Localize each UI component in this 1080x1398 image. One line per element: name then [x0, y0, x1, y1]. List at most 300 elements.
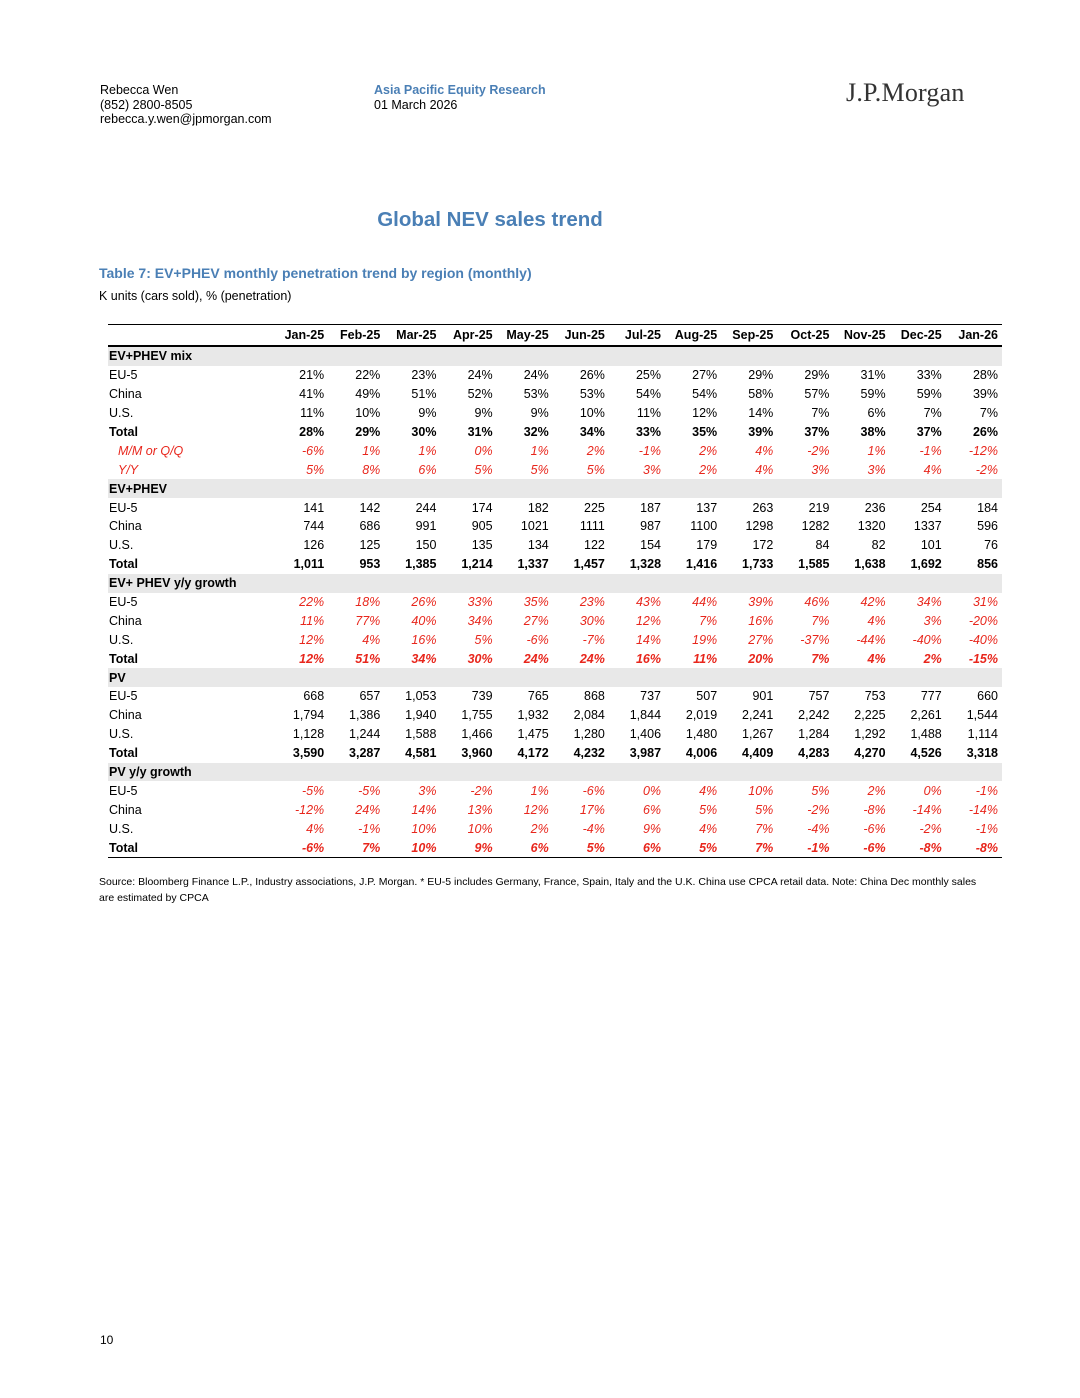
penetration-table-container: [108, 324, 1002, 858]
table-cell: 263: [752, 500, 774, 515]
table-cell: 1021: [520, 519, 549, 534]
table-cell: 24%: [579, 651, 605, 666]
table-cell: -15%: [968, 651, 998, 666]
table-cell: 1,284: [798, 727, 830, 742]
table-cell: 1,406: [629, 727, 662, 742]
table-cell: 4%: [755, 443, 774, 458]
table-cell: -8%: [890, 838, 946, 857]
table-cell: 2,225: [854, 708, 886, 723]
table-cell: 16%: [635, 651, 662, 666]
table-cell: 1%: [530, 783, 549, 798]
row-label: Total: [108, 838, 272, 857]
table-cell: 58%: [748, 387, 774, 402]
table-cell: 3%: [811, 462, 830, 477]
table-cell: 52%: [467, 387, 493, 402]
table-cell: 5%: [530, 462, 549, 477]
table-cell: 31%: [972, 595, 998, 610]
table-cell: 39%: [748, 425, 774, 439]
table-cell: 17%: [579, 802, 605, 817]
table-row: [108, 744, 1002, 763]
table-cell: 1,280: [573, 727, 605, 742]
table-cell: 765: [527, 689, 549, 704]
month-header: Oct-25: [777, 325, 833, 347]
table-cell: 4,006: [685, 746, 718, 761]
table-cell: 1,544: [966, 708, 998, 723]
penetration-table: [108, 324, 1002, 858]
table-cell: -8%: [863, 802, 886, 817]
table-cell: 9%: [474, 406, 493, 421]
table-row: [108, 404, 1002, 423]
table-cell: 1100: [690, 519, 718, 534]
table-cell: -1%: [919, 443, 942, 458]
table-cell: 51%: [411, 387, 437, 402]
table-cell: 46%: [804, 595, 830, 610]
table-cell: 23%: [579, 595, 605, 610]
section-header-row: [108, 668, 1002, 687]
table-cell: -1%: [975, 821, 998, 836]
table-cell: 34%: [916, 595, 942, 610]
table-cell: 737: [640, 689, 662, 704]
report-info: [374, 83, 546, 112]
table-cell: 12%: [299, 632, 325, 647]
table-cell: 26%: [411, 595, 437, 610]
table-row: [108, 517, 1002, 536]
table-cell: 2,261: [910, 708, 942, 723]
table-cell: 4%: [867, 613, 886, 628]
table-cell: -37%: [800, 632, 830, 647]
table-cell: 34%: [467, 613, 493, 628]
table-cell: 9%: [418, 406, 437, 421]
table-cell: 5%: [665, 838, 721, 857]
table-cell: 51%: [355, 651, 381, 666]
table-cell: 3,318: [966, 746, 998, 761]
table-cell: 34%: [579, 425, 605, 439]
table-cell: 0%: [923, 783, 942, 798]
table-cell: 1,844: [629, 708, 662, 723]
table-cell: 10%: [579, 406, 605, 421]
table-cell: 1,267: [742, 727, 774, 742]
table-cell: -6%: [272, 838, 328, 857]
table-cell: 686: [359, 519, 381, 534]
table-cell: 1%: [867, 443, 886, 458]
table-cell: 1,114: [967, 727, 998, 742]
table-cell: -4%: [582, 821, 605, 836]
table-cell: -2%: [975, 462, 998, 477]
table-cell: 14%: [411, 802, 437, 817]
table-cell: 7%: [755, 821, 774, 836]
table-cell: 9%: [440, 838, 496, 857]
table-cell: -12%: [968, 443, 998, 458]
table-cell: 1,053: [405, 689, 437, 704]
table-cell: 14%: [748, 406, 774, 421]
table-cell: 11%: [636, 406, 662, 421]
table-header-row: [108, 325, 1002, 347]
table-cell: 6%: [418, 462, 437, 477]
table-cell: 1,755: [461, 708, 493, 723]
table-cell: 23%: [411, 368, 437, 383]
table-cell: -8%: [946, 838, 1002, 857]
table-cell: 10%: [411, 821, 437, 836]
month-header: Mar-25: [384, 325, 440, 347]
table-row: [108, 593, 1002, 612]
table-cell: 43%: [635, 595, 662, 610]
table-cell: 28%: [299, 425, 325, 439]
table-cell: 4%: [699, 821, 718, 836]
table-row: [108, 630, 1002, 649]
table-cell: 2%: [586, 443, 605, 458]
table-cell: 1,385: [405, 557, 437, 572]
table-cell: 5%: [474, 632, 493, 647]
table-cell: 30%: [411, 425, 437, 439]
row-label: Total: [109, 746, 138, 761]
table-cell: -2%: [807, 802, 830, 817]
table-cell: 2%: [699, 443, 718, 458]
table-cell: 7%: [811, 406, 830, 421]
table-cell: 2,242: [798, 708, 830, 723]
row-label: EU-5: [109, 368, 138, 383]
table-cell: 1,214: [461, 557, 493, 572]
table-cell: 125: [359, 538, 381, 553]
table-cell: 1,638: [854, 557, 886, 572]
table-row: [108, 611, 1002, 630]
table-row: [108, 366, 1002, 385]
row-label: EU-5: [109, 595, 138, 610]
row-label: U.S.: [109, 406, 134, 421]
table-cell: 33%: [916, 368, 942, 383]
table-cell: -40%: [968, 632, 998, 647]
author-block: [100, 83, 272, 127]
table-cell: 154: [640, 538, 662, 553]
table-cell: 82: [871, 538, 886, 553]
table-cell: 24%: [355, 802, 381, 817]
table-cell: 141: [303, 500, 325, 515]
table-cell: 4,409: [742, 746, 774, 761]
table-cell: 28%: [972, 368, 998, 383]
table-cell: 1,794: [292, 708, 325, 723]
table-cell: -4%: [807, 821, 830, 836]
table-cell: 26%: [579, 368, 605, 383]
table-cell: 1,480: [685, 727, 718, 742]
table-cell: 4,270: [854, 746, 886, 761]
table-cell: 3%: [418, 783, 437, 798]
table-row: [108, 781, 1002, 800]
table-cell: 7%: [328, 838, 384, 857]
table-cell: 44%: [692, 595, 718, 610]
table-cell: 905: [471, 519, 493, 534]
table-cell: 37%: [916, 425, 942, 439]
table-cell: 668: [303, 689, 325, 704]
table-cell: 1,244: [349, 727, 381, 742]
table-cell: 5%: [755, 802, 774, 817]
table-cell: 6%: [867, 406, 886, 421]
table-cell: 4,283: [798, 746, 830, 761]
table-cell: 4,232: [573, 746, 605, 761]
table-row: [108, 555, 1002, 574]
table-cell: 22%: [355, 368, 381, 383]
table-cell: 2%: [923, 651, 942, 666]
table-cell: 33%: [467, 595, 493, 610]
table-cell: 29%: [804, 368, 830, 383]
table-cell: 6%: [642, 802, 662, 817]
table-cell: 0%: [474, 443, 493, 458]
table-cell: 35%: [692, 425, 718, 439]
table-cell: 1%: [362, 443, 381, 458]
table-cell: 1,588: [405, 727, 437, 742]
row-label: Total: [109, 557, 138, 572]
table-cell: 12%: [692, 406, 718, 421]
table-cell: 757: [808, 689, 830, 704]
table-cell: 12%: [299, 651, 325, 666]
table-cell: 1337: [913, 519, 942, 534]
table-cell: 4%: [362, 632, 381, 647]
table-cell: 27%: [748, 632, 774, 647]
table-cell: -2%: [470, 783, 493, 798]
table-cell: 8%: [362, 462, 381, 477]
table-cell: 25%: [635, 368, 662, 383]
row-label: China: [109, 519, 142, 534]
table-cell: -1%: [638, 443, 662, 458]
table-cell: -6%: [301, 443, 325, 458]
table-cell: 77%: [355, 613, 381, 628]
table-cell: 1,128: [292, 727, 325, 742]
month-header: May-25: [497, 325, 553, 347]
table-cell: 54%: [635, 387, 662, 402]
table-cell: 1,466: [461, 727, 493, 742]
table-cell: 30%: [579, 613, 605, 628]
table-cell: 14%: [635, 632, 662, 647]
table-cell: 1,932: [517, 708, 549, 723]
table-cell: 5%: [474, 462, 493, 477]
row-label: EU-5: [109, 689, 138, 704]
table-cell: 32%: [523, 425, 549, 439]
table-cell: -5%: [358, 783, 381, 798]
table-cell: -14%: [912, 802, 942, 817]
table-cell: 4%: [306, 821, 325, 836]
table-cell: 16%: [411, 632, 437, 647]
table-cell: 39%: [748, 595, 774, 610]
month-header: Jan-26: [946, 325, 1002, 347]
table-cell: 7%: [811, 651, 830, 666]
row-label: M/M or Q/Q: [118, 443, 184, 458]
table-cell: 1%: [530, 443, 549, 458]
table-cell: 135: [471, 538, 493, 553]
table-cell: 1320: [857, 519, 886, 534]
table-row: [108, 498, 1002, 517]
row-label: Y/Y: [118, 462, 139, 477]
table-cell: -2%: [919, 821, 942, 836]
table-cell: 150: [415, 538, 437, 553]
table-cell: 187: [640, 500, 662, 515]
table-cell: 57%: [804, 387, 830, 402]
row-label: China: [109, 387, 142, 402]
table-row: [108, 725, 1002, 744]
table-row: [108, 423, 1002, 442]
table-cell: 244: [415, 500, 437, 515]
table-cell: 21%: [299, 368, 325, 383]
table-cell: -40%: [912, 632, 942, 647]
table-cell: -20%: [968, 613, 998, 628]
table-cell: 4%: [755, 462, 774, 477]
table-cell: -14%: [968, 802, 998, 817]
table-cell: 10%: [355, 406, 381, 421]
table-cell: 1,733: [742, 557, 774, 572]
table-cell: 20%: [748, 651, 774, 666]
table-cell: 11%: [300, 406, 325, 421]
section-header-row: [108, 346, 1002, 366]
table-cell: 856: [977, 557, 998, 572]
row-label: Total: [109, 425, 138, 439]
table-row: [108, 536, 1002, 555]
table-cell: 3,987: [629, 746, 662, 761]
row-label: EU-5: [109, 500, 138, 515]
table-cell: 236: [864, 500, 886, 515]
table-cell: 5%: [553, 838, 609, 857]
table-cell: 24%: [467, 368, 493, 383]
table-cell: 1,337: [517, 557, 549, 572]
table-cell: -12%: [294, 802, 325, 817]
table-row: [108, 838, 1002, 857]
table-cell: 991: [415, 519, 437, 534]
table-cell: 4,526: [910, 746, 942, 761]
row-label: U.S.: [109, 727, 134, 742]
table-cell: 19%: [692, 632, 718, 647]
table-cell: 38%: [860, 425, 886, 439]
table-cell: 1,416: [685, 557, 718, 572]
table-cell: 12%: [635, 613, 662, 628]
table-cell: 53%: [579, 387, 605, 402]
table-cell: -6%: [863, 821, 886, 836]
table-cell: 1298: [745, 519, 774, 534]
month-header: Aug-25: [665, 325, 721, 347]
table-cell: 901: [752, 689, 774, 704]
table-cell: 1,585: [798, 557, 830, 572]
source-note: Source: Bloomberg Finance L.P., Industry associations, J.P. Morgan. * EU-5 includes Germany, France, Spain, Italy and the U.K. China use CPCA retail data. Note: China Dec monthly sales are estimated by CPCA: [99, 876, 977, 904]
table-cell: 254: [920, 500, 942, 515]
table-cell: 9%: [530, 406, 549, 421]
table-cell: 42%: [860, 595, 886, 610]
table-row: [108, 706, 1002, 725]
section-title: EV+PHEV mix: [108, 346, 1002, 366]
table-cell: 5%: [586, 462, 605, 477]
table-cell: 22%: [299, 595, 325, 610]
table-cell: 84: [815, 538, 830, 553]
table-cell: 5%: [306, 462, 325, 477]
row-label: U.S.: [109, 538, 134, 553]
table-cell: -5%: [301, 783, 325, 798]
table-cell: 41%: [299, 387, 325, 402]
table-cell: 184: [977, 500, 998, 515]
section-header-row: [108, 479, 1002, 498]
table-cell: 172: [752, 538, 774, 553]
table-cell: 10%: [748, 783, 774, 798]
table-cell: 35%: [523, 595, 549, 610]
table-cell: 744: [303, 519, 325, 534]
month-header: Jul-25: [609, 325, 665, 347]
table-cell: 76: [984, 538, 998, 553]
table-cell: 10%: [467, 821, 493, 836]
row-label: China: [109, 802, 142, 817]
table-cell: 2,084: [573, 708, 605, 723]
table-row: [108, 687, 1002, 706]
table-cell: -6%: [833, 838, 889, 857]
section-title: EV+ PHEV y/y growth: [108, 574, 1002, 593]
section-header-row: [108, 763, 1002, 782]
table-cell: 4%: [923, 462, 942, 477]
table-caption: Table 7: EV+PHEV monthly penetration trend by region (monthly): [99, 265, 532, 281]
table-cell: 24%: [523, 368, 549, 383]
table-cell: 1,940: [405, 708, 437, 723]
author-phone: (852) 2800-8505: [100, 97, 193, 112]
table-cell: 9%: [642, 821, 662, 836]
table-cell: 24%: [523, 651, 549, 666]
table-cell: 953: [359, 557, 381, 572]
table-cell: 11%: [300, 613, 325, 628]
table-cell: 53%: [523, 387, 549, 402]
table-cell: -7%: [582, 632, 605, 647]
section-title: EV+PHEV: [108, 479, 1002, 498]
table-cell: 739: [471, 689, 493, 704]
table-cell: 5%: [699, 802, 718, 817]
month-header: Sep-25: [721, 325, 777, 347]
table-cell: 1,692: [910, 557, 942, 572]
row-label: Total: [109, 651, 138, 666]
table-cell: 33%: [635, 425, 662, 439]
table-cell: 13%: [467, 802, 493, 817]
table-cell: 777: [920, 689, 942, 704]
table-cell: -2%: [807, 443, 830, 458]
table-cell: -44%: [856, 632, 886, 647]
research-division: Asia Pacific Equity Research: [374, 83, 546, 97]
row-label: China: [109, 613, 142, 628]
table-cell: 1,457: [573, 557, 605, 572]
month-header: Jun-25: [553, 325, 609, 347]
table-cell: -6%: [526, 632, 549, 647]
table-cell: 59%: [860, 387, 886, 402]
table-cell: 29%: [355, 425, 381, 439]
author-name: Rebecca Wen: [100, 83, 179, 97]
table-cell: 753: [864, 689, 886, 704]
table-cell: 2,241: [742, 708, 774, 723]
table-cell: -1%: [975, 783, 998, 798]
table-cell: 219: [808, 500, 830, 515]
table-cell: 39%: [972, 387, 998, 402]
header-label-cell: [108, 325, 272, 347]
table-cell: 182: [527, 500, 549, 515]
month-header: Jan-25: [272, 325, 328, 347]
table-cell: 2%: [530, 821, 549, 836]
table-cell: 7%: [923, 406, 942, 421]
table-cell: 31%: [860, 368, 886, 383]
table-cell: 10%: [384, 838, 440, 857]
table-cell: 4,172: [517, 746, 549, 761]
month-header: Nov-25: [833, 325, 889, 347]
page-title: Global NEV sales trend: [377, 208, 603, 231]
row-label: EU-5: [109, 783, 138, 798]
table-cell: 174: [471, 500, 493, 515]
table-cell: 596: [977, 519, 998, 534]
table-cell: 3%: [642, 462, 662, 477]
table-cell: 16%: [748, 613, 774, 628]
table-cell: 40%: [411, 613, 437, 628]
table-cell: 54%: [692, 387, 718, 402]
table-cell: 12%: [523, 802, 549, 817]
table-cell: 37%: [804, 425, 830, 439]
table-cell: 134: [527, 538, 549, 553]
table-cell: 1,292: [854, 727, 886, 742]
author-email[interactable]: rebecca.y.wen@jpmorgan.com: [100, 112, 272, 126]
report-date: 01 March 2026: [374, 97, 458, 112]
table-cell: 1,328: [629, 557, 662, 572]
